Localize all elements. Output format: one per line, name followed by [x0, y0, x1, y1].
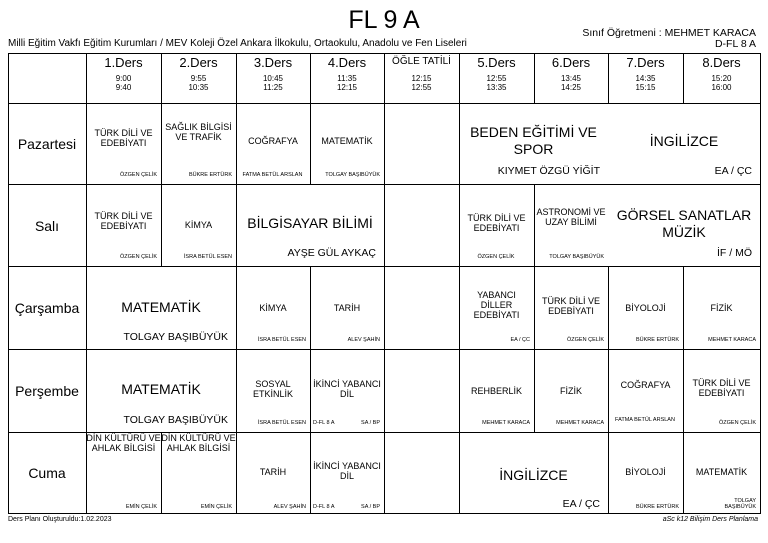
day-label-friday: Cuma [28, 465, 66, 481]
lesson-subject: MATEMATİK [321, 136, 373, 146]
created-date: Ders Planı Oluşturuldu:1.02.2023 [8, 516, 112, 523]
period-start: 14:35 [635, 74, 656, 83]
period-header [459, 54, 534, 103]
lesson-cell[interactable] [683, 350, 760, 432]
lesson-subject: BİLGİSAYAR BİLİMİ [247, 215, 373, 231]
lesson-subject: BİYOLOJİ [625, 467, 666, 477]
period-name: 5.Ders [477, 55, 516, 70]
software-credit: aSc k12 Bilişim Ders Planlama [662, 516, 758, 523]
lesson-cell[interactable] [86, 267, 236, 349]
lesson-cell[interactable] [459, 185, 534, 266]
lesson-subject: FİZİK [560, 386, 582, 396]
period-end: 9:40 [115, 83, 132, 92]
lesson-cell[interactable] [86, 185, 161, 266]
lesson-cell[interactable] [86, 433, 161, 513]
lesson-teacher: İSRA BETÜL ESEN [257, 420, 306, 426]
day-label-tuesday: Salı [34, 217, 60, 234]
grid-line [384, 53, 385, 514]
lesson-teacher: ÖZGEN ÇELİK [719, 420, 756, 426]
lesson-teacher: SA / BP [361, 420, 380, 426]
lesson-teacher: TOLGAY BAŞIBÜYÜK [123, 414, 228, 426]
lesson-teacher: EMİN ÇELİK [200, 504, 232, 510]
lunch-header [384, 54, 459, 103]
lesson-subject: İKİNCİ YABANCI DİL [313, 379, 381, 399]
period-end: 11:25 [263, 83, 283, 92]
institution-name: Milli Eğitim Vakfı Eğitim Kurumları / MEV Koleji Özel Ankara İlkokulu, Ortaokulu, Anadolu ve Fen Liseleri [8, 38, 467, 49]
lesson-teacher: ÖZGEN ÇELİK [120, 254, 157, 260]
lesson-subject: KİMYA [184, 220, 213, 230]
lesson-subject: SAĞLIK BİLGİSİ VE TRAFİK [165, 122, 232, 142]
lesson-teacher: ALEV ŞAHİN [273, 504, 306, 510]
period-start: 12:55 [486, 74, 507, 83]
period-start: 12:15 [411, 74, 432, 83]
lesson-teacher: İSRA BETÜL ESEN [183, 254, 232, 260]
period-header [534, 54, 608, 103]
lesson-cell[interactable] [459, 350, 534, 432]
lesson-teacher: İSRA BETÜL ESEN [257, 337, 306, 343]
day-label-monday: Pazartesi [17, 136, 77, 152]
lesson-teacher: KIYMET ÖZGÜ YİĞİT [497, 165, 600, 177]
lesson-subject: BEDEN EĞİTİMİ VE SPOR [470, 124, 597, 157]
lesson-cell[interactable] [534, 350, 608, 432]
period-name: ÖĞLE TATİLİ [392, 56, 451, 67]
lesson-teacher: EA / ÇC [562, 498, 600, 510]
lesson-teacher: TOLGAY BAŞIBÜYÜK [549, 254, 604, 260]
lesson-subject: COĞRAFYA [248, 136, 298, 146]
class-teacher: Sınıf Öğretmeni : MEHMET KARACA [582, 27, 756, 39]
lesson-subject: MATEMATİK [695, 467, 748, 477]
lesson-cell[interactable] [608, 104, 760, 184]
lesson-cell[interactable] [161, 433, 236, 513]
lesson-teacher: ÖZGEN ÇELİK [120, 172, 157, 178]
lesson-cell[interactable] [236, 433, 310, 513]
lesson-subject: REHBERLİK [470, 386, 523, 396]
period-header [86, 54, 161, 103]
period-start: 15:20 [711, 74, 732, 83]
lesson-cell[interactable] [236, 185, 384, 266]
period-end: 16:00 [711, 83, 732, 92]
lesson-cell[interactable] [459, 104, 608, 184]
lesson-teacher: FATMA BETÜL ARSLAN [615, 417, 675, 423]
lesson-subject: KİMYA [259, 303, 287, 313]
lesson-teacher: ÖZGEN ÇELİK [567, 337, 604, 343]
lesson-teacher: EA / ÇC [714, 165, 752, 177]
lesson-cell[interactable] [161, 185, 236, 266]
lesson-teacher: MEHMET KARACA [482, 420, 530, 426]
lesson-subject: İNGİLİZCE [499, 467, 568, 483]
period-start: 11:35 [337, 74, 357, 83]
period-start: 13:45 [560, 74, 582, 83]
lesson-teacher: ALEV ŞAHİN [347, 337, 380, 343]
lesson-cell[interactable] [161, 104, 236, 184]
lesson-cell[interactable] [310, 267, 384, 349]
period-name: 3.Ders [253, 55, 293, 70]
period-header [683, 54, 760, 103]
lesson-cell[interactable] [86, 350, 236, 432]
lesson-subject: İKİNCİ YABANCI DİL [313, 461, 381, 481]
lesson-subject: TARİH [259, 467, 287, 477]
page-title: FL 9 A [348, 6, 420, 34]
period-name: 6.Ders [551, 55, 591, 70]
period-end: 10:35 [188, 83, 209, 92]
lesson-teacher: TOLGAY BAŞIBÜYÜK [325, 172, 380, 178]
lesson-subject: YABANCI DİLLER EDEBİYATI [473, 290, 520, 320]
lesson-subject: GÖRSEL SANATLAR MÜZİK [616, 207, 752, 240]
lesson-subject: ASTRONOMİ VE UZAY BİLİMİ [536, 207, 606, 227]
lesson-subject: TÜRK DİLİ VE EDEBİYATI [541, 296, 600, 316]
lesson-cell[interactable] [310, 104, 384, 184]
lesson-teacher: MEHMET KARACA [708, 337, 756, 343]
lesson-subject: FİZİK [710, 303, 733, 313]
day-label-wednesday: Çarşamba [14, 300, 80, 316]
lesson-teacher: BÜKRE ERTÜRK [636, 337, 679, 343]
period-header [161, 54, 236, 103]
period-header [236, 54, 310, 103]
lesson-subject: MATEMATİK [121, 299, 201, 315]
lesson-teacher: TOLGAY BAŞIBÜYÜK [123, 331, 228, 343]
lesson-subject: DİN KÜLTÜRÜ VE AHLAK BİLGİSİ [161, 433, 236, 453]
lesson-cell[interactable] [608, 185, 760, 266]
period-name: 4.Ders [327, 55, 367, 70]
period-end: 12:55 [411, 83, 432, 92]
lesson-cell[interactable] [236, 350, 310, 432]
period-start: 9:55 [190, 74, 207, 83]
lesson-subject: TÜRK DİLİ VE EDEBİYATI [94, 211, 153, 231]
period-name: 2.Ders [179, 55, 218, 70]
lesson-teacher: ÖZGEN ÇELİK [477, 254, 515, 260]
lesson-subject: İNGİLİZCE [649, 133, 719, 149]
period-end: 15:15 [635, 83, 656, 92]
lesson-teacher: SA / BP [361, 504, 380, 510]
lesson-cell[interactable] [310, 350, 384, 432]
lesson-teacher: BÜKRE ERTÜRK [636, 504, 679, 510]
lesson-teacher: İF / MÖ [717, 247, 752, 259]
lesson-subject: TÜRK DİLİ VE EDEBİYATI [692, 378, 751, 398]
period-name: 1.Ders [104, 55, 143, 70]
grid-line [760, 53, 761, 514]
day-label-thursday: Perşembe [15, 383, 79, 399]
lesson-teacher: AYŞE GÜL AYKAÇ [287, 247, 376, 259]
lesson-subject: COĞRAFYA [620, 380, 671, 390]
lesson-subject: DİN KÜLTÜRÜ VE AHLAK BİLGİSİ [86, 433, 161, 453]
period-header [310, 54, 384, 103]
lesson-teacher: EMİN ÇELİK [125, 504, 157, 510]
lesson-teacher: BÜKRE ERTÜRK [189, 172, 232, 178]
period-end: 12:15 [336, 83, 358, 92]
period-name: 7.Ders [626, 55, 665, 70]
period-end: 14:25 [560, 83, 582, 92]
lesson-subject: TÜRK DİLİ VE EDEBİYATI [94, 128, 153, 148]
class-code: D-FL 8 A [714, 38, 756, 50]
lesson-cell[interactable] [236, 267, 310, 349]
lesson-cell[interactable] [534, 267, 608, 349]
lesson-cell[interactable] [608, 350, 683, 432]
lesson-cell[interactable] [459, 433, 608, 513]
lesson-group: D-FL 8 A [313, 420, 335, 426]
lesson-cell[interactable] [236, 104, 310, 184]
lesson-cell[interactable] [534, 185, 608, 266]
lesson-cell[interactable] [608, 267, 683, 349]
period-name: 8.Ders [702, 55, 741, 70]
lesson-cell[interactable] [459, 267, 534, 349]
lesson-teacher: TOLGAY BAŞIBÜYÜK [724, 498, 756, 510]
lesson-cell[interactable] [683, 267, 760, 349]
period-start: 10:45 [262, 74, 284, 83]
lesson-subject: TARİH [333, 303, 361, 313]
period-header [608, 54, 683, 103]
lesson-cell[interactable] [683, 433, 760, 513]
lesson-subject: MATEMATİK [121, 381, 201, 397]
lesson-subject: BİYOLOJİ [625, 303, 666, 313]
lesson-subject: SOSYAL ETKİNLİK [252, 379, 293, 399]
lesson-teacher: FATMA BETÜL ARSLAN [242, 172, 303, 178]
lesson-cell[interactable] [310, 433, 384, 513]
period-end: 13:35 [486, 83, 507, 92]
lesson-subject: TÜRK DİLİ VE EDEBİYATI [467, 213, 526, 233]
lesson-cell[interactable] [86, 104, 161, 184]
lesson-cell[interactable] [608, 433, 683, 513]
period-start: 9:00 [115, 74, 132, 83]
lesson-teacher: MEHMET KARACA [556, 420, 604, 426]
lesson-group: D-FL 8 A [313, 504, 335, 510]
lesson-teacher: EA / ÇC [510, 337, 530, 343]
